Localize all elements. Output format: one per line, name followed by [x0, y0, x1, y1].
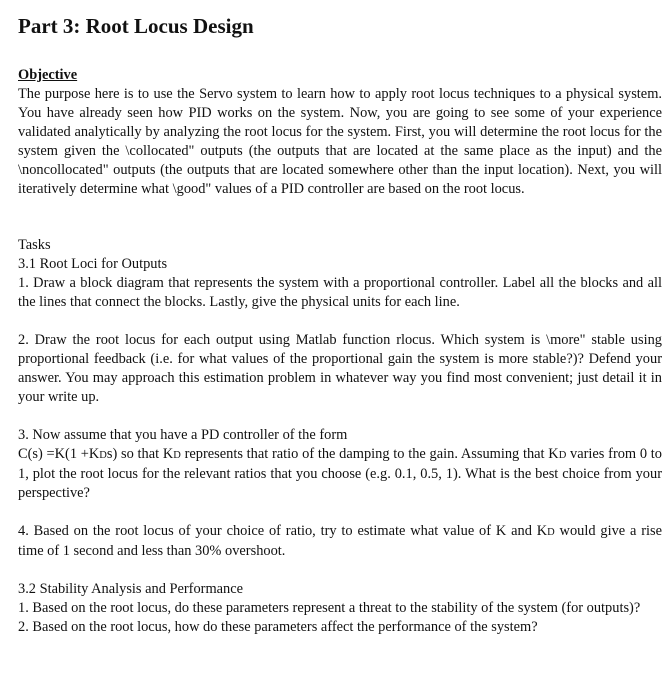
task-3-body: [18, 445, 662, 503]
task-3-text-b: varies from 0 to 1, plot the root locus for the relevant ratios that you choose (e.g. 0.1, 0.5, 1). What is the best choice from your perspective?: [18, 446, 662, 501]
spacer: [18, 407, 662, 426]
task-3-text-a: represents that ratio of the damping to the gain. Assuming that K: [180, 446, 559, 462]
task-2: 2. Draw the root locus for each output using Matlab function rlocus. Which system is \more" stable using proportional feedback (i.e. for what values of the proportional gain the system is more stable?)? Defend your answer. You may approach this estimation problem in whatever way you find most convenient; just detail it in your write up.: [18, 332, 662, 405]
pd-formula-suffix: s) so that K: [106, 446, 174, 462]
kd-subscript: D: [99, 450, 107, 461]
section-3-2-heading: 3.2 Stability Analysis and Performance: [18, 581, 244, 597]
task-3-intro: 3. Now assume that you have a PD controller of the form: [18, 427, 348, 443]
task-4: [18, 522, 662, 561]
kd-subscript: D: [547, 527, 555, 538]
spacer: [18, 561, 662, 580]
kd-subscript: D: [173, 450, 181, 461]
task-4-text-a: 4. Based on the root locus of your choice of ratio, try to estimate what value of K and K: [18, 523, 548, 539]
question-2: 2. Based on the root locus, how do these parameters affect the performance of the system?: [18, 619, 538, 635]
objective-paragraph: The purpose here is to use the Servo system to learn how to apply root locus techniques to a physical system. You have already seen how PID works on the system. Now, you are going to see some of your experience validated analytically by analyzing the root locus for the system. First, you will determine the root locus for the system given the \collocated" outputs (the outputs that are located at the same place as the input) and the \noncollocated" outputs (the outputs that are located somewhere other than the input location). Next, you will iteratively determine what \good" values of a PID controller are based on the root locus.: [18, 86, 662, 197]
objective-heading: Objective: [18, 67, 78, 83]
pd-formula-prefix: C(s) =K(1 +K: [18, 446, 100, 462]
spacer: [18, 312, 662, 331]
task-1: 1. Draw a block diagram that represents the system with a proportional controller. Label all the blocks and all the lines that connect the blocks. Lastly, give the physical units for each line.: [18, 275, 662, 310]
question-1: 1. Based on the root locus, do these parameters represent a threat to the stability of the system (for outputs)?: [18, 600, 641, 616]
task-4-text-b: would give a rise time of 1 second and less than 30% overshoot.: [18, 523, 662, 559]
page-title: Part 3: Root Locus Design: [18, 14, 254, 38]
tasks-section: [18, 236, 662, 637]
section-3-1-heading: 3.1 Root Loci for Outputs: [18, 256, 168, 272]
spacer: [18, 503, 662, 522]
tasks-heading: Tasks: [18, 237, 51, 253]
kd-subscript: D: [558, 450, 567, 461]
